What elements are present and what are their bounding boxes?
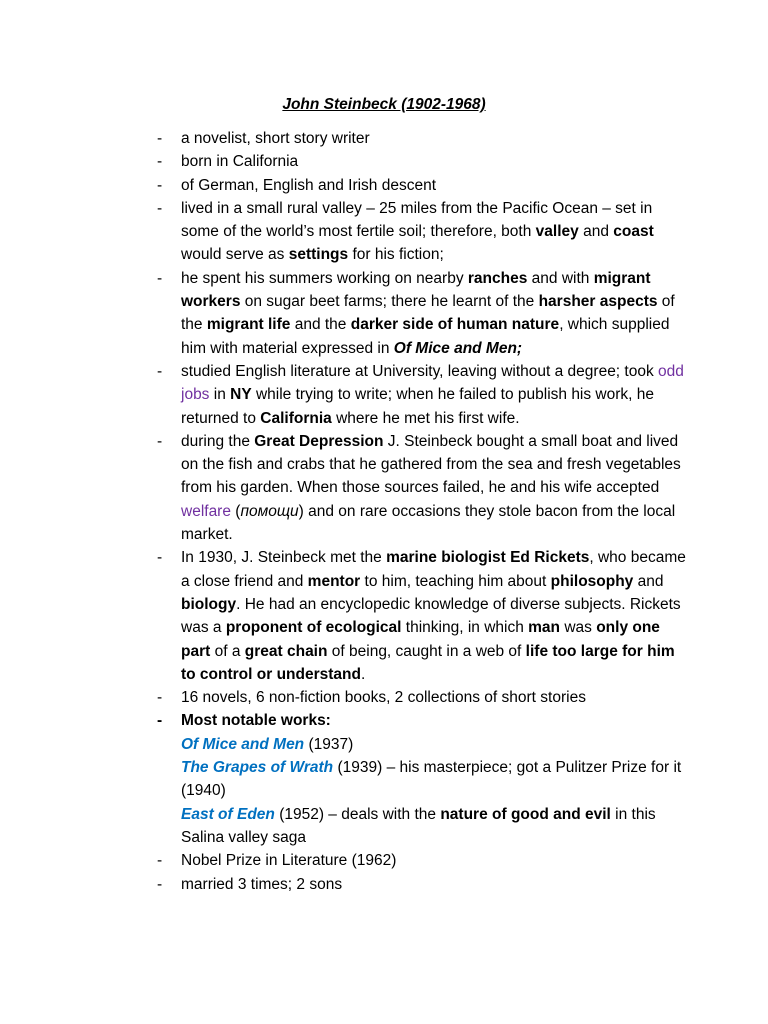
odd-jobs-link[interactable]: odd jobs	[181, 362, 684, 404]
list-item-education: - studied English literature at University, leaving without a degree; took odd jobs in NY while trying to write; when he failed to publish his work, he returned to California where he met his first wife.	[0, 360, 691, 430]
bullet-dash: -	[157, 549, 163, 567]
work-entry: East of Eden (1952) – deals with the nature of good and evil in this Salina valley saga	[181, 805, 656, 846]
bullet-dash: -	[157, 362, 163, 380]
bullet-dash: -	[157, 875, 163, 893]
list-item-notable-works	[0, 709, 691, 849]
fact-list	[0, 127, 768, 896]
bullet-dash: -	[157, 712, 163, 730]
list-item-descent: - of German, English and Irish descent	[0, 174, 691, 197]
list-item-bibliography-count: - 16 novels, 6 non-fiction books, 2 collections of short stories	[0, 686, 691, 709]
list-item-birthplace: - born in California	[0, 150, 691, 173]
work-entry: The Grapes of Wrath (1939) – his masterpiece; got a Pulitzer Prize for it (1940)	[181, 759, 682, 800]
bullet-dash: -	[157, 269, 163, 287]
bullet-dash: -	[157, 689, 163, 707]
work-entry: Of Mice and Men (1937)	[181, 735, 354, 753]
work-title-link[interactable]: The Grapes of Wrath	[181, 759, 334, 777]
list-item-depression: - during the Great Depression J. Steinbeck bought a small boat and lived on the fish and crabs that he gathered from the sea and fresh vegetables from his garden. When those sources failed, he and his wife accepted welfare (помощи) and on rare occasions they stole bacon from the local market.	[0, 430, 691, 546]
list-item-rickets: - In 1930, J. Steinbeck met the marine biologist Ed Rickets, who became a close friend and mentor to him, teaching him about philosophy and biology. He had an encyclopedic knowledge of diverse subjects. Rickets was a proponent of ecological thinking, in which man was only one part of a great chain of being, caught in a web of life too large for him to control or understand.	[0, 546, 691, 686]
bullet-dash: -	[157, 130, 163, 147]
list-item-occupation: - a novelist, short story writer	[0, 127, 691, 150]
bullet-dash: -	[157, 432, 163, 450]
work-title-link[interactable]: East of Eden	[181, 805, 275, 823]
list-item-nobel: - Nobel Prize in Literature (1962)	[0, 849, 691, 872]
list-item-summers: - he spent his summers working on nearby ranches and with migrant workers on sugar beet farms; there he learnt of the harsher aspects of the migrant life and the darker side of human nature, which supplied him with material expressed in Of Mice and Men;	[0, 267, 691, 360]
bullet-dash: -	[157, 176, 163, 194]
work-title-link[interactable]: Of Mice and Men	[181, 735, 305, 753]
document-title: John Steinbeck (1902-1968)	[282, 96, 486, 113]
list-item-family: - married 3 times; 2 sons	[0, 873, 691, 896]
list-item-valley: - lived in a small rural valley – 25 miles from the Pacific Ocean – set in some of the world’s most fertile soil; therefore, both valley and coast would serve as settings for his fiction;	[0, 197, 691, 267]
bullet-dash: -	[157, 153, 163, 171]
bullet-dash: -	[157, 199, 163, 217]
welfare-link[interactable]: welfare	[181, 502, 231, 520]
bullet-dash: -	[157, 852, 163, 870]
notable-works-heading: Most notable works:	[181, 712, 331, 730]
